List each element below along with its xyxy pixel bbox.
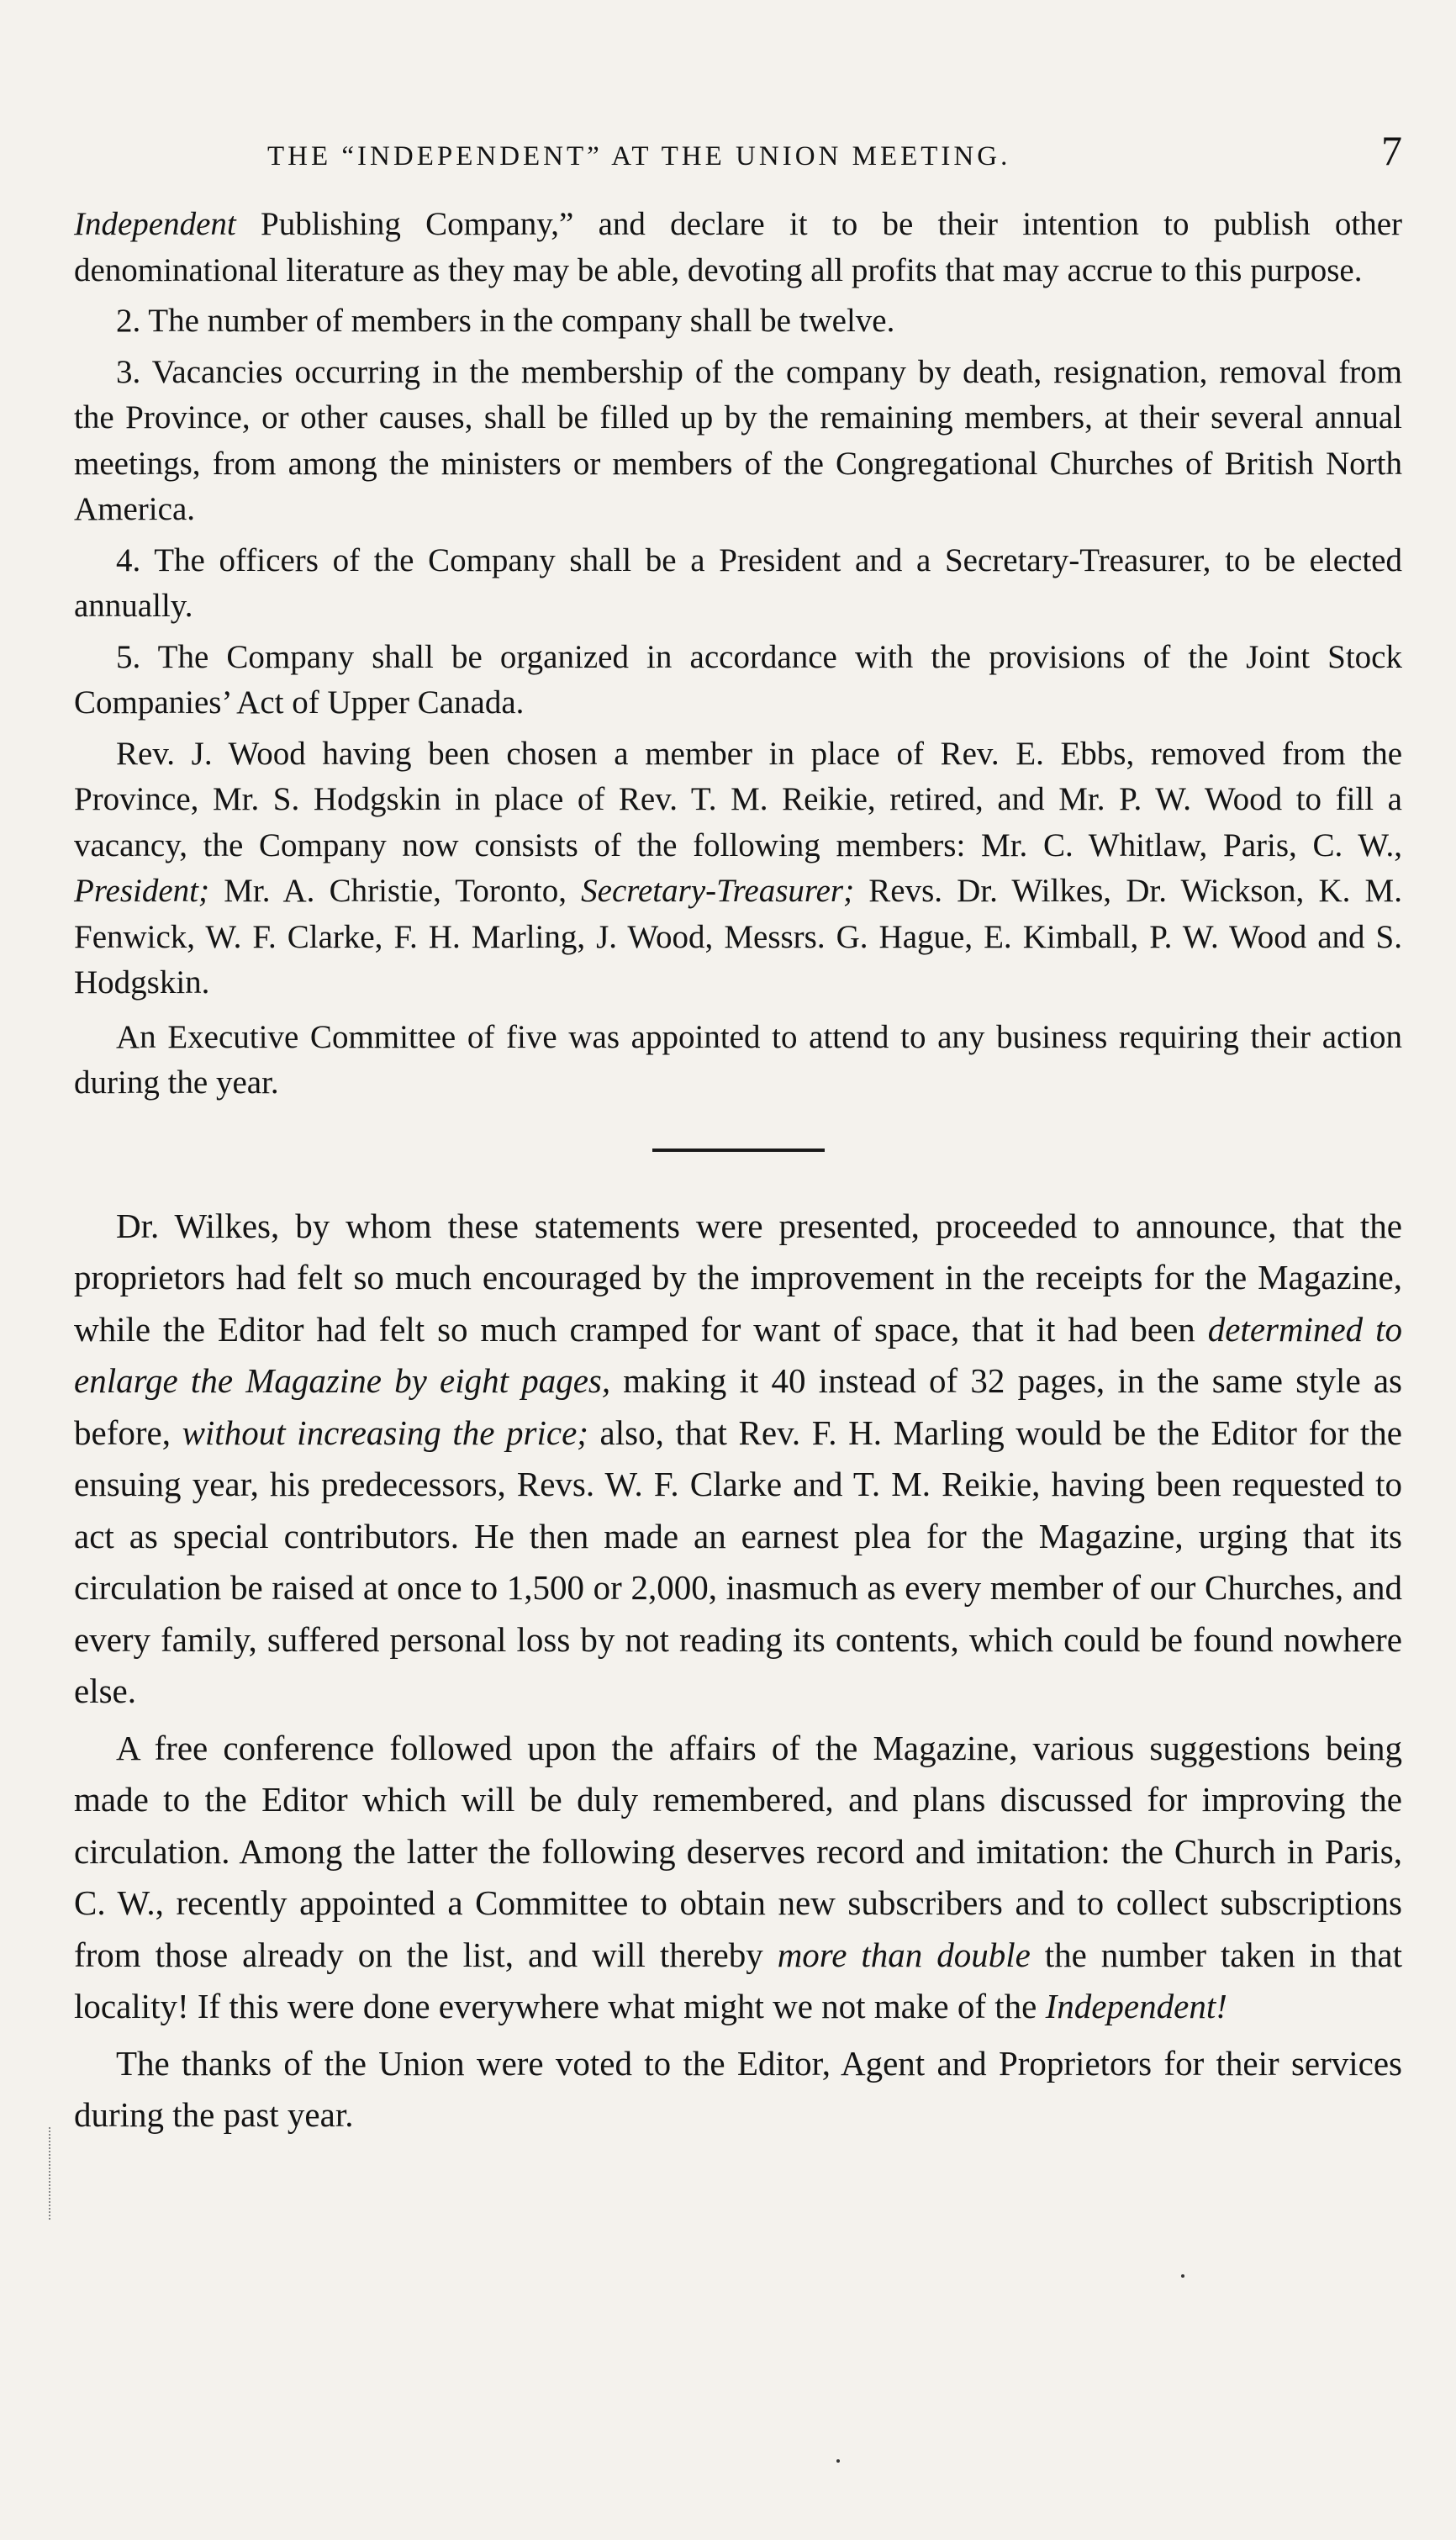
article-3: 3. Vacancies occurring in the membership of the company by death, resignation, removal from the Province, or other causes, shall be filled up by the remaining members, at their several annual meetings, from among the ministers or members of the Congregational Churches of British North America. <box>74 353 1402 527</box>
ink-speck <box>836 2459 840 2463</box>
ink-speck <box>1181 2274 1184 2278</box>
page-number: 7 <box>1381 127 1402 174</box>
text: Rev. J. Wood having been chosen a member in place of Rev. E. Ebbs, removed from the Province, Mr. S. Hodgskin in place of Rev. T. M. Reikie, retired, and Mr. P. W. Wood to fill a vacancy, the Company now consists of the following members: Mr. C. Whitlaw, Paris, C. W., <box>74 735 1402 863</box>
text: Mr. A. Christie, Toronto, <box>209 873 582 909</box>
constitution-section <box>74 202 1402 1106</box>
text: making it 40 instead of 32 pages, in the same style as before, <box>74 1361 1402 1452</box>
article-5: 5. The Company shall be organized in accordance with the provisions of the Joint Stock Companies’ Act of Upper Canada. <box>74 638 1402 721</box>
article-2: 2. The number of members in the company shall be twelve. <box>116 303 895 339</box>
paragraph-executive-committee: An Executive Committee of five was appointed to attend to any business requiring their action during the year. <box>74 1018 1402 1101</box>
text: A free conference followed upon the affairs of the Magazine, various suggestions being made to the Editor which will be duly remembered, and plans discussed for improving the circulation. Among the latter the following deserves record and imitation: the Church in Paris, C. W., recently appointed a Committee to obtain new subscribers and to collect subscriptions from those already on the list, and will thereby <box>74 1728 1402 1974</box>
italic-text: determined to enlarge the Magazine by eight pages, <box>74 1309 1402 1400</box>
running-head <box>74 126 1402 202</box>
paragraph-thanks: The thanks of the Union were voted to the Editor, Agent and Proprietors for their services during the past year. <box>74 2043 1402 2134</box>
article-4: 4. The officers of the Company shall be a President and a Secretary-Treasurer, to be elected annually. <box>74 541 1402 624</box>
text: the number taken in that locality! If this were done everywhere what might we not make of the <box>74 1935 1402 2025</box>
italic-text: Independent <box>74 206 236 242</box>
text: Revs. Dr. Wilkes, Dr. Wickson, K. M. Fenwick, W. F. Clarke, F. H. Marling, J. Wood, Messrs. G. Hague, E. Kimball, P. W. Wood and S. Hodgskin. <box>74 873 1402 1001</box>
italic-text: President; <box>74 873 210 909</box>
magazine-section <box>74 1201 1402 2141</box>
paragraph-dr-wilkes <box>74 1201 1402 1718</box>
page <box>74 126 1402 2141</box>
italic-text: more than double <box>777 1935 1031 1974</box>
text: also, that Rev. F. H. Marling would be the Editor for the ensuing year, his predecessors, Revs. W. F. Clarke and T. M. Reikie, having been requested to act as special contributors. He then made an earnest plea for the Magazine, urging that its circulation be raised at once to 1,500 or 2,000, inasmuch as every member of our Churches, and every family, suffered personal loss by not reading its contents, which could be found nowhere else. <box>74 1413 1402 1710</box>
text: Publishing Company,” and declare it to be their intention to publish other denominational literature as they may be able, devoting all profits that may accrue to this purpose. <box>74 206 1402 288</box>
italic-text: Secretary-Treasurer; <box>581 873 855 909</box>
text: Dr. Wilkes, by whom these statements were presented, proceeded to announce, that the proprietors had felt so much encouraged by the improvement in the receipts for the Magazine, while the Editor had felt so much cramped for want of space, that it had been <box>74 1206 1402 1349</box>
paragraph-company-purpose <box>74 202 1402 293</box>
running-title: THE “INDEPENDENT” AT THE UNION MEETING. <box>267 141 1011 172</box>
margin-mark <box>49 2127 52 2220</box>
paragraph-free-conference <box>74 1723 1402 2033</box>
italic-text: without increasing the price; <box>182 1413 588 1452</box>
section-divider <box>652 1149 825 1152</box>
paragraph-members <box>74 731 1402 1006</box>
italic-text: Independent! <box>1045 1987 1227 2025</box>
